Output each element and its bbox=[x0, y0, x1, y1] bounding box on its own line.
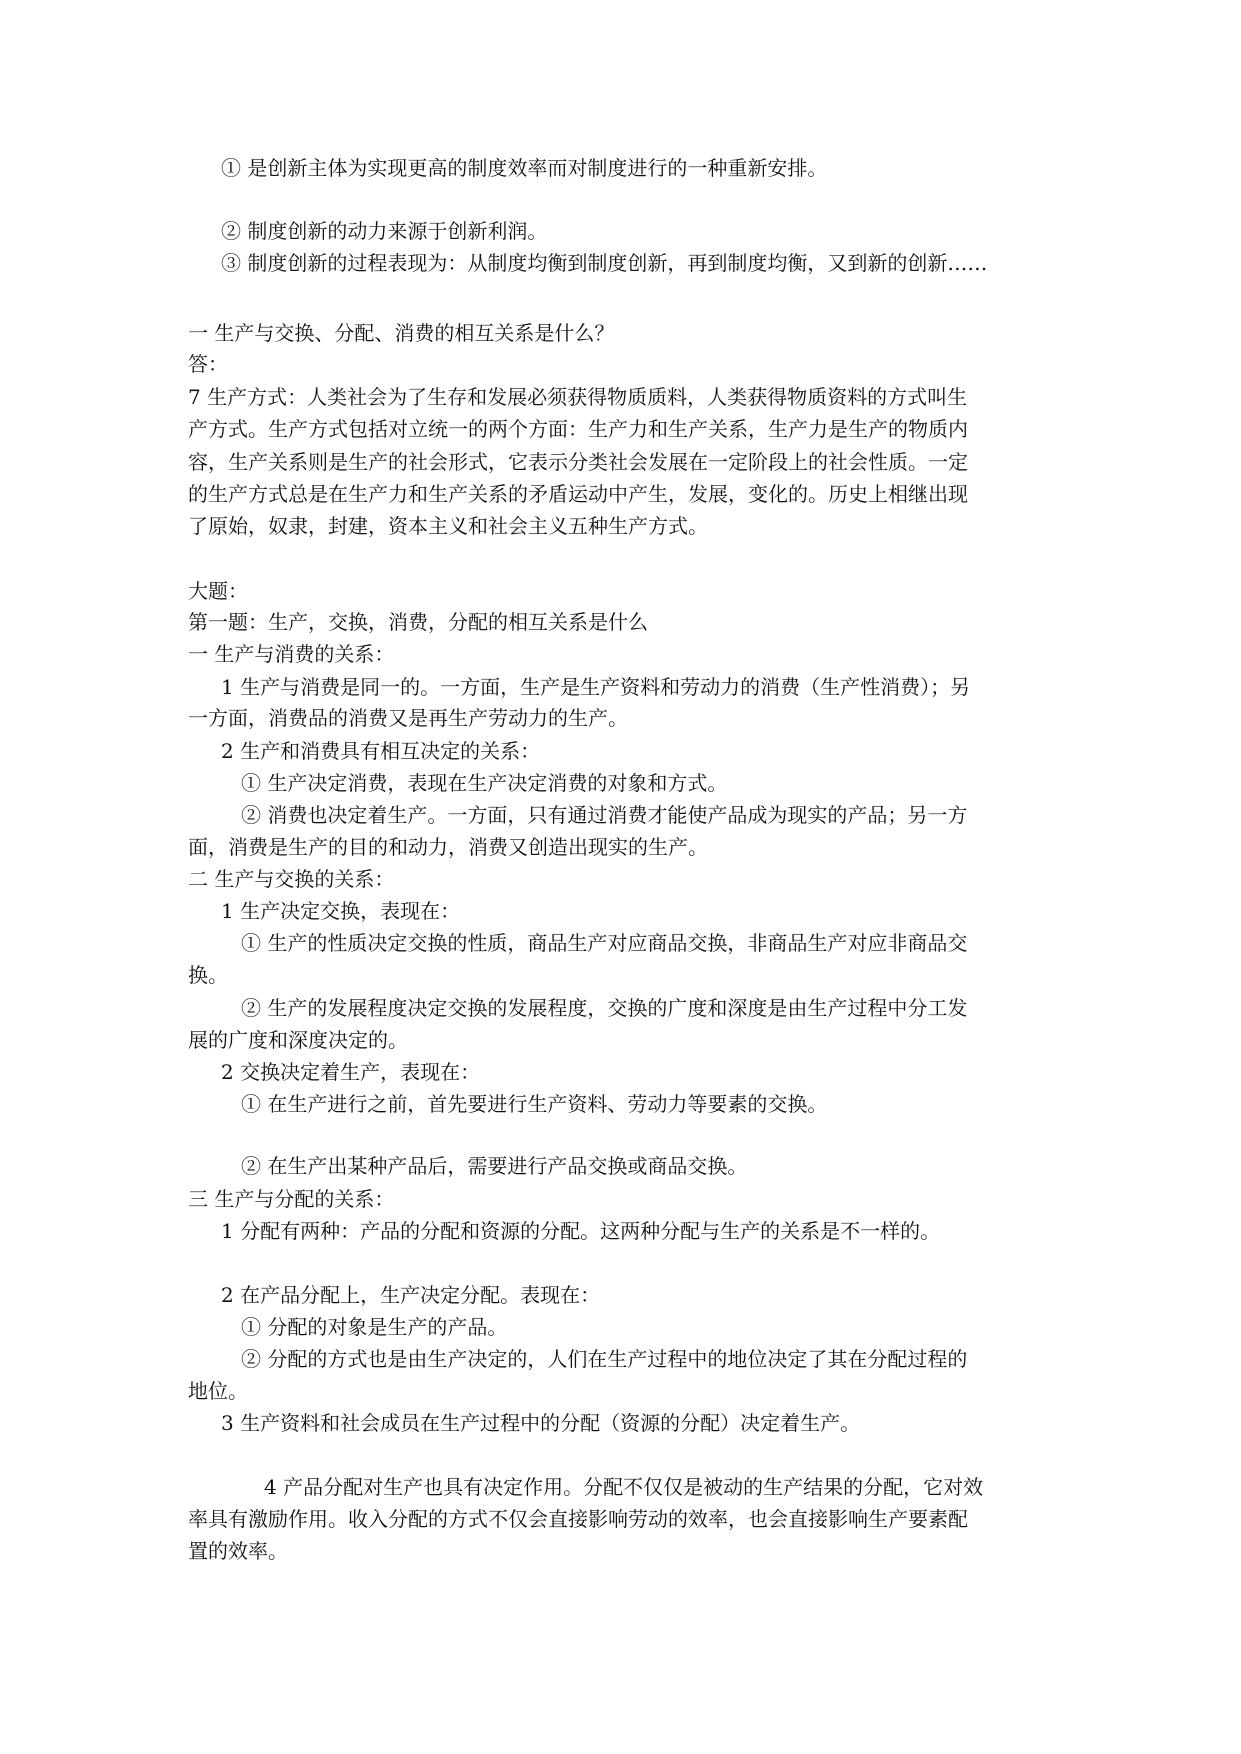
text-line: 3 生产资料和社会成员在生产过程中的分配（资源的分配）决定着生产。 bbox=[221, 1411, 861, 1435]
text-line: ① 是创新主体为实现更高的制度效率而对制度进行的一种重新安排。 bbox=[221, 156, 828, 180]
text-line: 置的效率。 bbox=[188, 1539, 288, 1563]
text-line: ① 在生产进行之前，首先要进行生产资料、劳动力等要素的交换。 bbox=[241, 1092, 828, 1116]
section-heading: 大题： bbox=[188, 579, 248, 603]
text-line: 面，消费是生产的目的和动力，消费又创造出现实的生产。 bbox=[188, 835, 708, 859]
question-title: 第一题：生产，交换，消费，分配的相互关系是什么 bbox=[188, 610, 648, 634]
text-line: ① 生产决定消费，表现在生产决定消费的对象和方式。 bbox=[241, 771, 728, 795]
section-heading: 一 生产与消费的关系： bbox=[188, 642, 395, 666]
text-line: 1 生产与消费是同一的。一方面，生产是生产资料和劳动力的消费（生产性消费）；另 bbox=[221, 675, 971, 699]
text-line: 1 生产决定交换，表现在： bbox=[221, 899, 461, 923]
text-line: ① 生产的性质决定交换的性质，商品生产对应商品交换，非商品生产对应非商品交 bbox=[241, 931, 968, 955]
text-line: 率具有激励作用。收入分配的方式不仅会直接影响劳动的效率，也会直接影响生产要素配 bbox=[188, 1507, 968, 1531]
text-line: 2 生产和消费具有相互决定的关系： bbox=[221, 739, 541, 763]
text-line: 4 产品分配对生产也具有决定作用。分配不仅仅是被动的生产结果的分配，它对效 bbox=[264, 1475, 984, 1499]
answer-label: 答： bbox=[188, 352, 228, 376]
section-heading: 一 生产与交换、分配、消费的相互关系是什么？ bbox=[188, 321, 615, 345]
text-line: ② 消费也决定着生产。一方面，只有通过消费才能使产品成为现实的产品；另一方 bbox=[241, 803, 968, 827]
text-line: 换。 bbox=[188, 963, 228, 987]
text-line: ② 分配的方式也是由生产决定的，人们在生产过程中的地位决定了其在分配过程的 bbox=[241, 1347, 968, 1371]
text-line: 1 分配有两种：产品的分配和资源的分配。这两种分配与生产的关系是不一样的。 bbox=[221, 1219, 941, 1243]
text-line: 了原始，奴隶，封建，资本主义和社会主义五种生产方式。 bbox=[188, 514, 708, 538]
text-line: 7 生产方式：人类社会为了生存和发展必须获得物质质料，人类获得物质资料的方式叫生 bbox=[188, 385, 968, 409]
text-line: 产方式。生产方式包括对立统一的两个方面：生产力和生产关系，生产力是生产的物质内 bbox=[188, 417, 968, 441]
text-line: 容，生产关系则是生产的社会形式，它表示分类社会发展在一定阶段上的社会性质。一定 bbox=[188, 450, 968, 474]
text-line: 一方面，消费品的消费又是再生产劳动力的生产。 bbox=[188, 706, 628, 730]
section-heading: 三 生产与分配的关系： bbox=[188, 1187, 395, 1211]
text-line: ③ 制度创新的过程表现为：从制度均衡到制度创新，再到制度均衡，又到新的创新…… bbox=[221, 251, 988, 275]
text-line: ② 制度创新的动力来源于创新利润。 bbox=[221, 219, 548, 243]
text-line: 展的广度和深度决定的。 bbox=[188, 1028, 408, 1052]
text-line: ② 生产的发展程度决定交换的发展程度，交换的广度和深度是由生产过程中分工发 bbox=[241, 996, 968, 1020]
text-line: 2 交换决定着生产，表现在： bbox=[221, 1060, 481, 1084]
text-line: 地位。 bbox=[188, 1379, 248, 1403]
text-line: 2 在产品分配上，生产决定分配。表现在： bbox=[221, 1283, 601, 1307]
text-line: ② 在生产出某种产品后，需要进行产品交换或商品交换。 bbox=[241, 1154, 748, 1178]
text-line: 的生产方式总是在生产力和生产关系的矛盾运动中产生，发展，变化的。历史上相继出现 bbox=[188, 482, 968, 506]
section-heading: 二 生产与交换的关系： bbox=[188, 867, 395, 891]
text-line: ① 分配的对象是生产的产品。 bbox=[241, 1315, 508, 1339]
